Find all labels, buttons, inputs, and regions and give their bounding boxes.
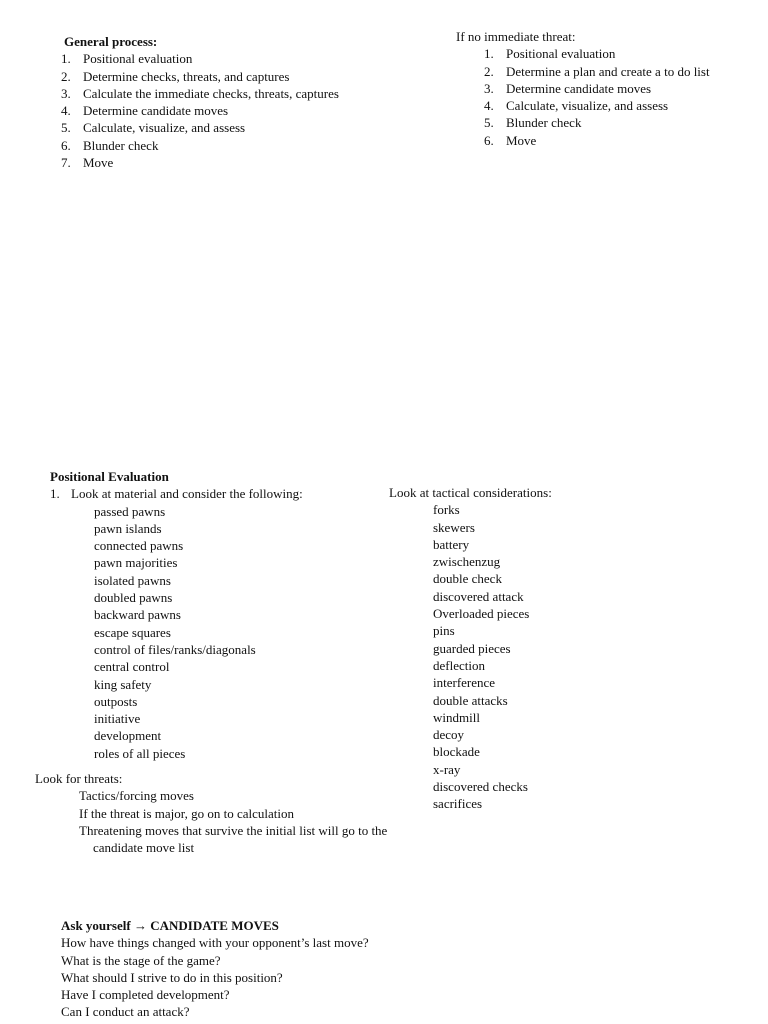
list-item: decoy: [433, 727, 465, 743]
general-process-section: [61, 33, 394, 171]
list-item-text: Determine checks, threats, and captures: [83, 68, 290, 84]
positional-factors-list: [94, 503, 380, 762]
threats-list: [79, 787, 411, 856]
list-item: development: [94, 728, 162, 744]
list-item: discovered attack: [433, 588, 524, 604]
list-item-number: 1.: [61, 51, 71, 67]
list-item-number: 5.: [484, 115, 494, 131]
tactical-section: [389, 484, 689, 813]
list-item-number: 1.: [484, 46, 494, 62]
list-item: escape squares: [94, 624, 171, 640]
candidate-questions-list: [61, 934, 441, 1020]
candidate-title-suffix: CANDIDATE MOVES: [150, 918, 279, 933]
no-threat-list: [484, 45, 756, 149]
list-item: [61, 68, 394, 85]
list-item-text: Calculate, visualize, and assess: [83, 120, 246, 136]
list-item: deflection: [433, 657, 485, 673]
list-item-number: 6.: [484, 132, 494, 148]
list-item: double attacks: [433, 692, 508, 708]
list-item: interference: [433, 675, 496, 691]
list-item-number: 4.: [484, 98, 494, 114]
list-item: Have I completed development?: [61, 987, 230, 1003]
list-item: king safety: [94, 676, 152, 692]
list-item: discovered checks: [433, 779, 528, 795]
list-item: connected pawns: [94, 538, 184, 554]
list-item-text: Determine a plan and create a to do list: [506, 63, 710, 79]
list-item: central control: [94, 659, 170, 675]
list-item: [61, 154, 394, 171]
list-item: windmill: [433, 709, 480, 725]
threats-title: Look for threats:: [35, 771, 123, 786]
list-item-number: 2.: [484, 63, 494, 79]
list-item-number: 5.: [61, 120, 71, 136]
list-item: isolated pawns: [94, 572, 171, 588]
item-text: Look at material and consider the following:: [71, 486, 303, 502]
arrow-right-icon: →: [133, 918, 147, 933]
tactical-title: Look at tactical considerations:: [389, 485, 552, 500]
list-item-number: 4.: [61, 103, 71, 119]
list-item: passed pawns: [94, 503, 166, 519]
list-item: skewers: [433, 519, 475, 535]
list-item: forks: [433, 502, 460, 518]
list-item: control of files/ranks/diagonals: [94, 641, 256, 657]
candidate-title: [61, 917, 441, 934]
list-item: blockade: [433, 744, 480, 760]
list-item: [61, 85, 394, 102]
list-item: x-ray: [433, 761, 461, 777]
list-item: pawn islands: [94, 520, 162, 536]
list-item: initiative: [94, 711, 141, 727]
no-threat-title: If no immediate threat:: [456, 29, 576, 44]
list-item: doubled pawns: [94, 590, 173, 606]
list-item: What should I strive to do in this position?: [61, 969, 283, 985]
list-item-text: Move: [83, 155, 114, 171]
list-item: [61, 137, 394, 154]
list-item-number: 6.: [61, 137, 71, 153]
no-threat-section: [456, 28, 756, 149]
list-item: battery: [433, 536, 470, 552]
list-item: [484, 97, 756, 114]
list-item: roles of all pieces: [94, 745, 186, 761]
list-item: [61, 50, 394, 67]
list-item-number: 3.: [61, 85, 71, 101]
candidate-title-prefix: Ask yourself: [61, 918, 131, 933]
list-item: [484, 114, 756, 131]
positional-evaluation-item: [50, 485, 380, 502]
list-item: [484, 80, 756, 97]
list-item: How have things changed with your opponent’s last move?: [61, 935, 369, 951]
list-item: Threatening moves that survive the initial list will go to the candidate move list: [79, 822, 388, 856]
tactical-list: [433, 501, 689, 812]
list-item-number: 7.: [61, 155, 71, 171]
list-item: backward pawns: [94, 607, 181, 623]
list-item: If the threat is major, go on to calculation: [79, 805, 294, 821]
list-item: pins: [433, 623, 455, 639]
candidate-section: [61, 917, 441, 1021]
general-process-list: [61, 50, 394, 171]
list-item-text: Positional evaluation: [506, 46, 616, 62]
list-item-text: Determine candidate moves: [506, 80, 652, 96]
list-item: [61, 119, 394, 136]
list-item-number: 2.: [61, 68, 71, 84]
list-item: Tactics/forcing moves: [79, 788, 194, 804]
list-item: [61, 102, 394, 119]
list-item-text: Move: [506, 132, 537, 148]
list-item-text: Positional evaluation: [83, 51, 193, 67]
list-item-text: Blunder check: [506, 115, 582, 131]
list-item: guarded pieces: [433, 640, 511, 656]
list-item: pawn majorities: [94, 555, 178, 571]
list-item: Overloaded pieces: [433, 606, 530, 622]
list-item: [484, 45, 756, 62]
list-item: [484, 63, 756, 80]
positional-evaluation-title: Positional Evaluation: [50, 469, 169, 484]
item-number: 1.: [50, 486, 60, 502]
list-item-text: Calculate, visualize, and assess: [506, 98, 669, 114]
threats-section: [35, 770, 425, 856]
list-item: Can I conduct an attack?: [61, 1004, 190, 1020]
list-item: [484, 132, 756, 149]
list-item-number: 3.: [484, 80, 494, 96]
list-item: zwischenzug: [433, 554, 501, 570]
positional-evaluation-section: [50, 468, 380, 762]
list-item-text: Blunder check: [83, 137, 159, 153]
list-item: outposts: [94, 693, 138, 709]
list-item-text: Determine candidate moves: [83, 103, 229, 119]
list-item-text: Calculate the immediate checks, threats, captures: [83, 85, 339, 101]
list-item: What is the stage of the game?: [61, 952, 221, 968]
general-process-title: General process:: [64, 34, 158, 49]
list-item: double check: [433, 571, 502, 587]
list-item: sacrifices: [433, 796, 483, 812]
